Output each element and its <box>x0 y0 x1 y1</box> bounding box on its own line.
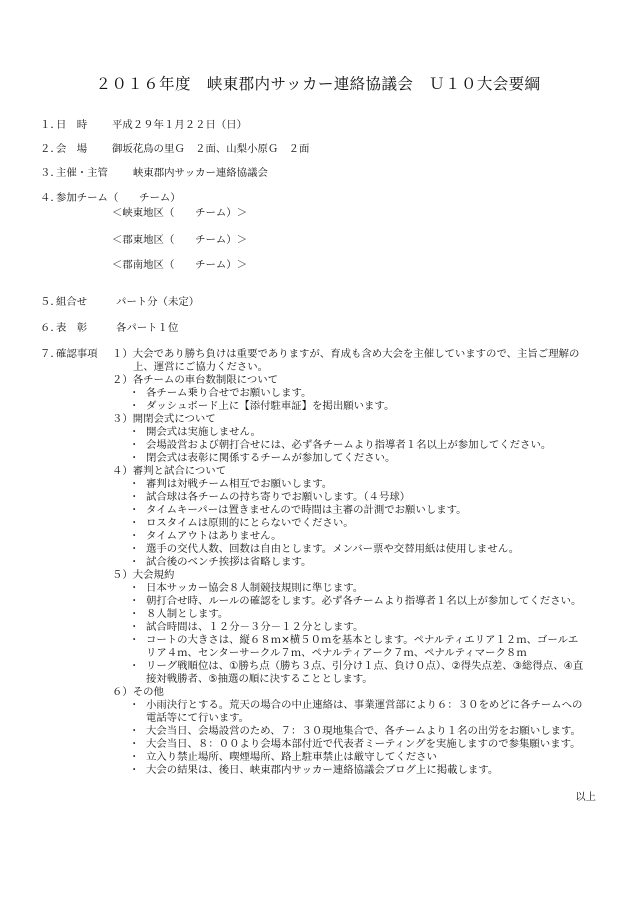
section-number: ４． <box>40 192 61 204</box>
bullet-mark: ・ <box>129 738 140 750</box>
closing-mark: 以上 <box>575 791 596 803</box>
item-heading: ６）その他 <box>112 686 164 698</box>
bullet-mark: ・ <box>129 699 140 711</box>
list-item-text: タイムアウトはありません。 <box>146 530 282 542</box>
bullet-mark: ・ <box>129 530 140 542</box>
bullet-mark: ・ <box>129 504 140 516</box>
list-item-text: 朝打合せ時、ルールの確認をします。必ず各チームより指導者１名以上が参加してください。 <box>146 595 582 607</box>
section-label: 主催・主管 <box>56 167 108 179</box>
list-item-text: リーグ戦順位は、①勝ち点（勝ち３点、引分け１点、負け０点）、②得失点差、③総得点、④直 <box>146 660 584 672</box>
bullet-mark: ・ <box>129 543 140 555</box>
list-item-text: 審判は対戦チーム相互でお願いします。 <box>146 478 333 490</box>
list-item-text: 各チーム乗り合せでお願いします。 <box>146 387 312 399</box>
section-value: 平成２９年１月２２日（日） <box>112 119 248 131</box>
list-item-text: ロスタイムは原則的にとらないでください。 <box>146 517 354 529</box>
bullet-mark: ・ <box>129 764 140 776</box>
district-kyoto: ＜峡東地区（ チーム）＞ <box>112 207 248 219</box>
section-number: ２． <box>40 143 61 155</box>
bullet-mark: ・ <box>129 582 140 594</box>
item-continuation: 上、運営にご協力ください。 <box>133 361 269 373</box>
bullet-mark: ・ <box>129 400 140 412</box>
bullet-mark: ・ <box>129 387 140 399</box>
bullet-mark: ・ <box>129 426 140 438</box>
list-item-text: 試合後のベンチ挨拶は省略します。 <box>146 556 312 568</box>
bullet-mark: ・ <box>129 439 140 451</box>
bullet-mark: ・ <box>129 478 140 490</box>
section-value: 御坂花鳥の里Ｇ ２面、山梨小原Ｇ ２面 <box>112 143 310 155</box>
section-label: 確認事項 <box>56 348 98 360</box>
list-item-text: 試合球は各チームの持ち寄りでお願いします。（４号球） <box>146 491 411 503</box>
section-number: ３． <box>40 167 61 179</box>
bullet-mark: ・ <box>129 491 140 503</box>
list-item-text: 大会当日、８：００より会場本部付近で代表者ミーティングを実施しますので参集願います。 <box>146 738 581 750</box>
section-label: 日 時 <box>56 119 88 131</box>
bullet-mark: ・ <box>129 621 140 633</box>
bullet-mark: ・ <box>129 725 140 737</box>
list-item-text: ダッシュボード上に【添付駐車証】を掲出願います。 <box>146 400 395 412</box>
bullet-mark: ・ <box>129 517 140 529</box>
item-heading: ２）各チームの車台数制限について <box>112 374 279 386</box>
list-item-text: ８人制とします。 <box>146 608 229 620</box>
bullet-mark: ・ <box>129 634 140 646</box>
list-item-text: 小雨決行とする。荒天の場合の中止連絡は、事業運営部により６：３０をめどに各チームへの <box>146 699 583 711</box>
bullet-mark: ・ <box>129 595 140 607</box>
section-label: 参加チーム（ チーム） <box>56 192 181 204</box>
list-item-text: リア４ｍ、センターサークル７ｍ、ペナルティアーク７ｍ、ペナルティマーク８ｍ <box>146 647 527 659</box>
bullet-mark: ・ <box>129 608 140 620</box>
section-number: １． <box>40 119 61 131</box>
section-number: ６． <box>40 322 61 334</box>
bullet-mark: ・ <box>129 556 140 568</box>
bullet-mark: ・ <box>129 751 140 763</box>
list-item-text: 接対戦勝者、⑤抽選の順に決することとします。 <box>146 673 373 685</box>
section-label: 会 場 <box>56 143 88 155</box>
section-label: 表 彰 <box>56 322 88 334</box>
list-item-text: コートの大きさは、縦６８ｍ×横５０ｍを基本とします。ペナルティエリア１２ｍ、ゴールエ <box>146 634 579 646</box>
list-item-text: 大会の結果は、後日、峡東郡内サッカー連絡協議会ブログ上に掲載します。 <box>146 764 499 776</box>
list-item-text: 電話等にて行います。 <box>146 712 250 724</box>
district-gunnan: ＜郡南地区（ チーム）＞ <box>112 259 248 271</box>
list-item-text: 開会式は実施しません。 <box>146 426 261 438</box>
list-item-text: 会場設営および朝打合せには、必ず各チームより指導者１名以上が参加してください。 <box>146 439 552 451</box>
bullet-mark: ・ <box>129 452 140 464</box>
list-item-text: 選手の交代人数、回数は自由とします。メンバー票や交替用紙は使用しません。 <box>146 543 520 555</box>
section-number: ７． <box>40 348 61 360</box>
section-value: 各パート１位 <box>116 322 179 334</box>
list-item-text: 閉会式は表彰に関係するチームが参加してください。 <box>146 452 396 464</box>
section-number: ５． <box>40 296 61 308</box>
district-gunto: ＜郡東地区（ チーム）＞ <box>112 234 248 246</box>
list-item-text: タイムキーパーは置きませんので時間は主審の計測でお願いします。 <box>146 504 467 516</box>
item-heading: ３）開閉会式について <box>112 413 216 425</box>
list-item-text: 大会当日、会場設営のため、７：３０現地集合で、各チームより１名の出労をお願いします。 <box>146 725 581 737</box>
item-heading: ５）大会規約 <box>112 569 175 581</box>
item-heading: ４）審判と試合について <box>112 465 227 477</box>
list-item-text: 日本サッカー協会８人制競技規則に準じます。 <box>146 582 364 594</box>
list-item-text: 立入り禁止場所、喫煙場所、路上駐車禁止は厳守してください <box>146 751 437 763</box>
section-value: パート分（未定） <box>116 296 200 308</box>
section-label: 組合せ <box>56 296 88 308</box>
page-title: ２０１６年度 峡東郡内サッカー連絡協議会 Ｕ１０大会要綱 <box>95 75 541 93</box>
item-heading: １）大会であり勝ち負けは重要でありますが、育成も含め大会を主催していますので、主旨ご理解の <box>112 348 580 360</box>
bullet-mark: ・ <box>129 660 140 672</box>
section-value: 峡東郡内サッカー連絡協議会 <box>133 167 268 179</box>
list-item-text: 試合時間は、１２分－３分－１２分とします。 <box>146 621 364 633</box>
